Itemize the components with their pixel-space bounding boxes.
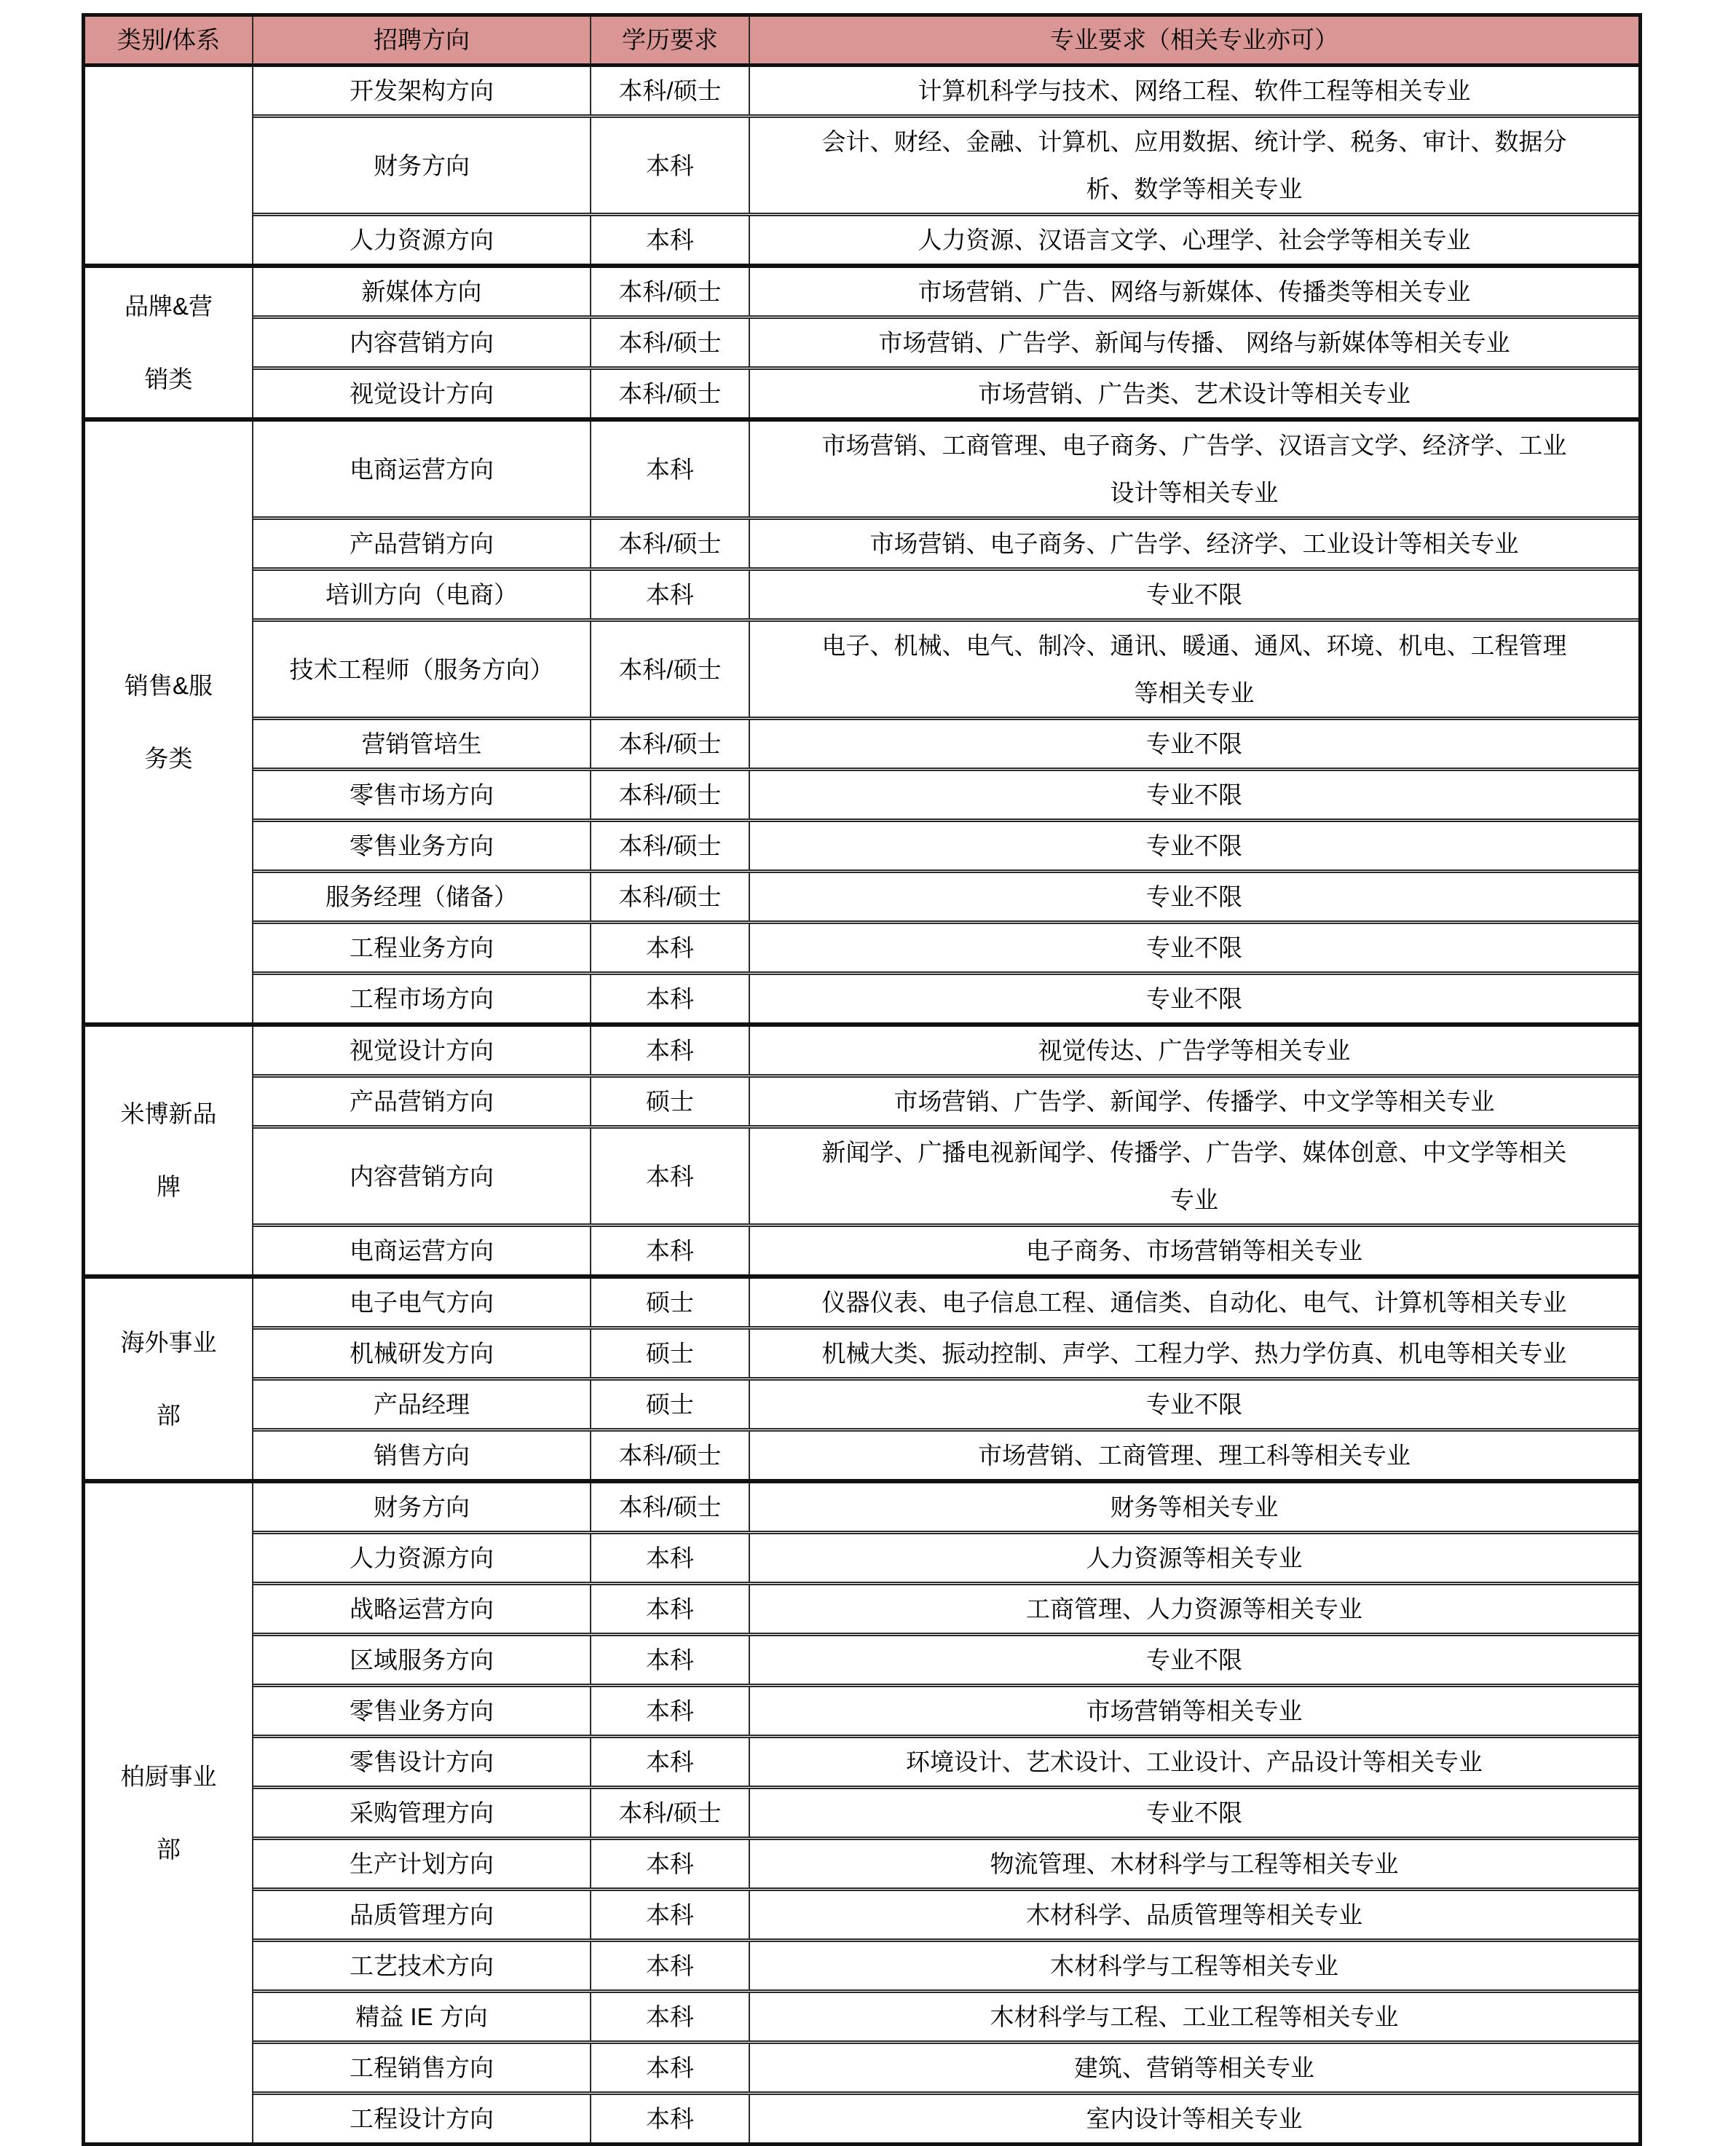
section-rows — [253, 1027, 1638, 1274]
header-major: 专业要求（相关专业亦可） — [750, 17, 1638, 63]
table-body — [85, 67, 1638, 2142]
major-cell: 市场营销、工商管理、理工科等相关专业 — [978, 1442, 1410, 1469]
degree-cell: 本科 — [591, 1636, 750, 1684]
major-cell: 专业不限 — [1146, 883, 1242, 910]
table-row — [253, 114, 1638, 213]
direction-cell: 营销管培生 — [253, 720, 591, 768]
degree-cell: 本科 — [591, 1738, 750, 1786]
table-row — [253, 1326, 1638, 1377]
table-row — [253, 2091, 1638, 2142]
degree-cell: 硕士 — [591, 1330, 750, 1377]
header-degree: 学历要求 — [591, 17, 750, 63]
degree-cell: 本科 — [591, 422, 750, 516]
major-cell: 市场营销、广告学、新闻学、传播学、中文学等相关专业 — [893, 1088, 1495, 1115]
major-cell: 木材科学与工程等相关专业 — [1050, 1952, 1338, 1979]
table-row — [253, 1074, 1638, 1125]
direction-cell: 培训方向（电商） — [253, 571, 591, 618]
direction-cell: 技术工程师（服务方向） — [253, 622, 591, 717]
header-category: 类别/体系 — [85, 17, 253, 63]
major-cell: 视觉传达、广告学等相关专业 — [1038, 1037, 1351, 1064]
table-row — [253, 213, 1638, 264]
major-cell: 专业不限 — [1146, 1799, 1242, 1826]
degree-cell: 硕士 — [591, 1381, 750, 1428]
degree-cell: 本科/硕士 — [591, 822, 750, 869]
degree-cell: 本科/硕士 — [591, 319, 750, 366]
degree-cell: 本科 — [591, 975, 750, 1022]
direction-cell: 生产计划方向 — [253, 1840, 591, 1887]
category-cell: 海外事业部 — [85, 1279, 253, 1479]
degree-cell: 本科 — [591, 1993, 750, 2040]
direction-cell: 工艺技术方向 — [253, 1942, 591, 1989]
degree-cell: 硕士 — [591, 1279, 750, 1326]
major-cell: 专业不限 — [1146, 730, 1242, 757]
table-row — [253, 920, 1638, 971]
major-cell: 市场营销、广告、网络与新媒体、传播类等相关专业 — [918, 278, 1471, 305]
table-row — [253, 1735, 1638, 1786]
table-row — [253, 1377, 1638, 1428]
category-cell: 销售&服务类 — [85, 422, 253, 1022]
degree-cell: 本科 — [591, 1129, 750, 1223]
table-row — [253, 717, 1638, 768]
table-row — [253, 315, 1638, 366]
degree-cell: 本科/硕士 — [591, 622, 750, 717]
table-row — [253, 1582, 1638, 1633]
major-cell: 市场营销、电子商务、广告学、经济学、工业设计等相关专业 — [869, 530, 1519, 557]
table-row — [253, 1633, 1638, 1684]
direction-cell: 服务经理（储备） — [253, 873, 591, 920]
degree-cell: 本科/硕士 — [591, 720, 750, 768]
direction-cell: 电商运营方向 — [253, 1227, 591, 1274]
table-row — [253, 2040, 1638, 2091]
table-row — [253, 366, 1638, 417]
direction-cell: 视觉设计方向 — [253, 1027, 591, 1074]
major-cell: 机械大类、振动控制、声学、工程力学、热力学仿真、机电等相关专业 — [821, 1340, 1567, 1367]
header-direction: 招聘方向 — [253, 17, 591, 63]
section-rows — [253, 1279, 1638, 1479]
major-cell: 专业不限 — [1146, 581, 1242, 608]
table-header-row — [85, 17, 1638, 67]
direction-cell: 电子电气方向 — [253, 1279, 591, 1326]
major-cell: 计算机科学与技术、网络工程、软件工程等相关专业 — [918, 77, 1471, 104]
major-cell: 建筑、营销等相关专业 — [1074, 2054, 1314, 2081]
major-cell: 专业不限 — [1146, 1646, 1242, 1673]
major-cell: 专业不限 — [1146, 1391, 1242, 1418]
direction-cell: 人力资源方向 — [253, 216, 591, 264]
table-row — [253, 1786, 1638, 1837]
direction-cell: 工程市场方向 — [253, 975, 591, 1022]
table-row — [253, 1428, 1638, 1479]
major-cell: 专业不限 — [1146, 934, 1242, 961]
section-rows — [253, 422, 1638, 1022]
major-cell: 专业不限 — [1146, 781, 1242, 808]
table-row — [253, 1531, 1638, 1582]
direction-cell: 电商运营方向 — [253, 422, 591, 516]
direction-cell: 战略运营方向 — [253, 1585, 591, 1633]
direction-cell: 工程销售方向 — [253, 2044, 591, 2091]
category-section — [85, 1274, 1638, 1479]
major-cell: 人力资源等相关专业 — [1086, 1545, 1303, 1571]
direction-cell: 财务方向 — [253, 1483, 591, 1531]
degree-cell: 本科 — [591, 2044, 750, 2091]
major-cell: 财务等相关专业 — [1110, 1494, 1279, 1520]
degree-cell: 本科 — [591, 1027, 750, 1074]
degree-cell: 本科/硕士 — [591, 873, 750, 920]
direction-cell: 人力资源方向 — [253, 1534, 591, 1582]
table-row — [253, 1989, 1638, 2040]
section-rows — [253, 67, 1638, 264]
direction-cell: 零售业务方向 — [253, 822, 591, 869]
degree-cell: 本科/硕士 — [591, 370, 750, 417]
direction-cell: 机械研发方向 — [253, 1330, 591, 1377]
direction-cell: 工程设计方向 — [253, 2095, 591, 2142]
degree-cell: 本科 — [591, 571, 750, 618]
major-cell: 木材科学、品质管理等相关专业 — [1026, 1901, 1362, 1928]
table-row — [253, 618, 1638, 717]
direction-cell: 精益 IE 方向 — [253, 1993, 591, 2040]
major-cell: 新闻学、广播电视新闻学、传播学、广告学、媒体创意、中文学等相关专业 — [821, 1139, 1567, 1213]
table-row — [253, 1938, 1638, 1989]
direction-cell: 视觉设计方向 — [253, 370, 591, 417]
major-cell: 专业不限 — [1146, 985, 1242, 1012]
major-cell: 工商管理、人力资源等相关专业 — [1026, 1595, 1362, 1622]
direction-cell: 开发架构方向 — [253, 67, 591, 114]
table-row — [253, 1125, 1638, 1223]
degree-cell: 本科 — [591, 118, 750, 213]
direction-cell: 财务方向 — [253, 118, 591, 213]
section-rows — [253, 268, 1638, 417]
degree-cell: 本科 — [591, 1585, 750, 1633]
direction-cell: 零售市场方向 — [253, 771, 591, 818]
major-cell: 会计、财经、金融、计算机、应用数据、统计学、税务、审计、数据分析、数学等相关专业 — [821, 128, 1567, 202]
direction-cell: 内容营销方向 — [253, 1129, 591, 1223]
category-section — [85, 1479, 1638, 2142]
degree-cell: 本科 — [591, 1534, 750, 1582]
direction-cell: 产品经理 — [253, 1381, 591, 1428]
table-row — [253, 1684, 1638, 1735]
major-cell: 环境设计、艺术设计、工业设计、产品设计等相关专业 — [906, 1748, 1483, 1775]
direction-cell: 产品营销方向 — [253, 1078, 591, 1125]
direction-cell: 零售设计方向 — [253, 1738, 591, 1786]
degree-cell: 本科 — [591, 1840, 750, 1887]
table-row — [253, 1279, 1638, 1326]
category-section — [85, 67, 1638, 264]
degree-cell: 本科/硕士 — [591, 268, 750, 315]
table-row — [253, 1837, 1638, 1887]
category-cell: 米博新品牌 — [85, 1027, 253, 1274]
direction-cell: 工程业务方向 — [253, 924, 591, 971]
table-row — [253, 869, 1638, 920]
category-cell: 品牌&营销类 — [85, 268, 253, 417]
degree-cell: 本科 — [591, 1942, 750, 1989]
table-row — [253, 1887, 1638, 1938]
category-section — [85, 417, 1638, 1022]
direction-cell: 销售方向 — [253, 1432, 591, 1479]
table-row — [253, 768, 1638, 818]
degree-cell: 本科 — [591, 1891, 750, 1938]
major-cell: 专业不限 — [1146, 832, 1242, 859]
direction-cell: 采购管理方向 — [253, 1789, 591, 1837]
section-rows — [253, 1483, 1638, 2142]
degree-cell: 本科/硕士 — [591, 1432, 750, 1479]
major-cell: 木材科学与工程、工业工程等相关专业 — [990, 2003, 1399, 2030]
table-row — [253, 516, 1638, 567]
degree-cell: 本科 — [591, 1227, 750, 1274]
major-cell: 电子商务、市场营销等相关专业 — [1026, 1237, 1362, 1264]
direction-cell: 品质管理方向 — [253, 1891, 591, 1938]
table-row — [253, 971, 1638, 1022]
table-row — [253, 1027, 1638, 1074]
degree-cell: 本科 — [591, 2095, 750, 2142]
table-row — [253, 1483, 1638, 1531]
degree-cell: 本科/硕士 — [591, 520, 750, 567]
degree-cell: 本科/硕士 — [591, 67, 750, 114]
table-row — [253, 567, 1638, 618]
degree-cell: 本科 — [591, 216, 750, 264]
major-cell: 市场营销、广告类、艺术设计等相关专业 — [978, 380, 1410, 407]
category-cell — [85, 67, 253, 264]
direction-cell: 零售业务方向 — [253, 1687, 591, 1735]
table-row — [253, 422, 1638, 516]
table-row — [253, 818, 1638, 869]
category-section — [85, 1022, 1638, 1274]
major-cell: 物流管理、木材科学与工程等相关专业 — [990, 1850, 1399, 1877]
recruitment-table — [82, 13, 1642, 2146]
direction-cell: 内容营销方向 — [253, 319, 591, 366]
major-cell: 仪器仪表、电子信息工程、通信类、自动化、电气、计算机等相关专业 — [821, 1289, 1567, 1316]
category-cell: 柏厨事业部 — [85, 1483, 253, 2142]
direction-cell: 新媒体方向 — [253, 268, 591, 315]
direction-cell: 区域服务方向 — [253, 1636, 591, 1684]
degree-cell: 本科 — [591, 1687, 750, 1735]
major-cell: 市场营销等相关专业 — [1086, 1697, 1303, 1724]
table-row — [253, 268, 1638, 315]
degree-cell: 本科/硕士 — [591, 771, 750, 818]
major-cell: 人力资源、汉语言文学、心理学、社会学等相关专业 — [918, 226, 1471, 253]
degree-cell: 本科/硕士 — [591, 1483, 750, 1531]
direction-cell: 产品营销方向 — [253, 520, 591, 567]
major-cell: 室内设计等相关专业 — [1086, 2105, 1303, 2132]
major-cell: 市场营销、工商管理、电子商务、广告学、汉语言文学、经济学、工业设计等相关专业 — [821, 432, 1567, 506]
degree-cell: 硕士 — [591, 1078, 750, 1125]
table-row — [253, 67, 1638, 114]
major-cell: 电子、机械、电气、制冷、通讯、暖通、通风、环境、机电、工程管理等相关专业 — [821, 632, 1567, 706]
category-section — [85, 264, 1638, 417]
degree-cell: 本科/硕士 — [591, 1789, 750, 1837]
major-cell: 市场营销、广告学、新闻与传播、 网络与新媒体等相关专业 — [878, 329, 1510, 356]
degree-cell: 本科 — [591, 924, 750, 971]
table-row — [253, 1223, 1638, 1274]
